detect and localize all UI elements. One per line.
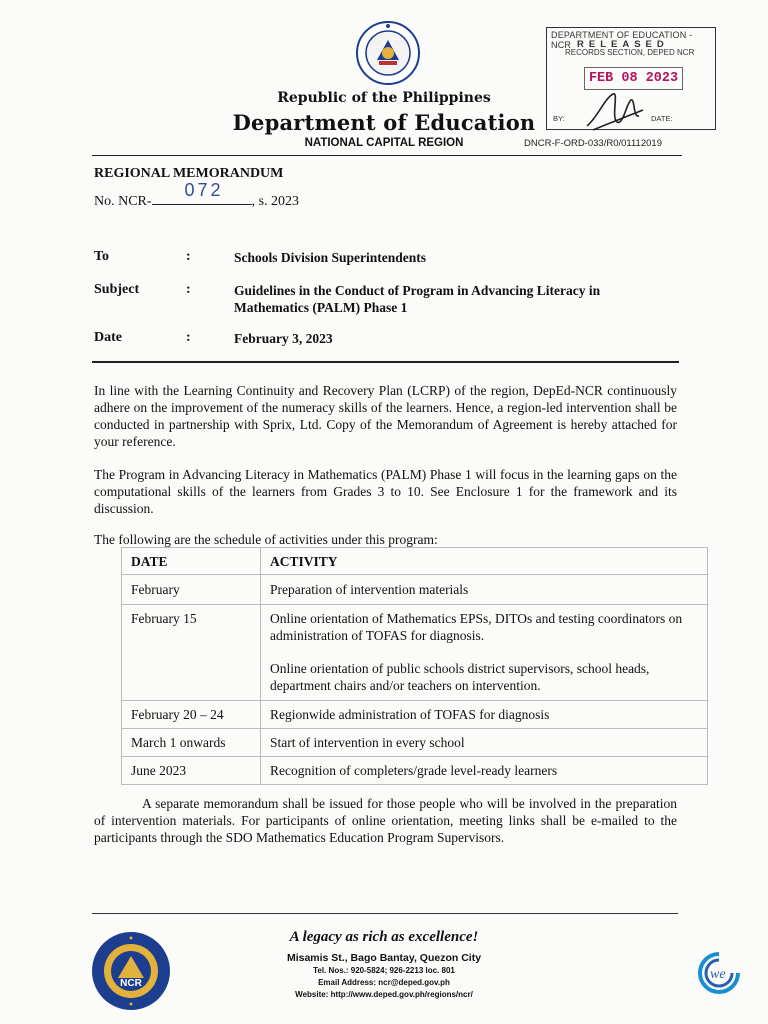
signature-scribble [583, 88, 647, 134]
table-row [122, 605, 708, 701]
date-value: February 3, 2023 [234, 331, 333, 346]
table-row [122, 757, 708, 785]
footer-telephone: Tel. Nos.: 920-5824; 926-2213 loc. 801 [313, 966, 455, 975]
row-activity-cell [261, 605, 708, 701]
paragraph-separate-memo: A separate memorandum shall be issued for those people who will be involved in the preparation of intervention materials. For participants of online orientation, meeting links shall be e-mailed to the participants through the SDO Mathematics Education Program Supervisors. [94, 796, 677, 845]
paragraph-intro: In line with the Learning Continuity and Recovery Plan (LCRP) of the region, DepEd-NCR continuously adhere on the improvement of the numeracy skills of the learners. Hence, a region-led intervention shall be conducted in partnership with Sprix, Ltd. Copy of the Memorandum of Agreement is hereby attached for your reference. [94, 383, 677, 449]
memo-number-prefix: No. NCR- [94, 194, 152, 209]
memo-number [94, 180, 300, 210]
row-activity: Recognition of completers/grade level-ready learners [261, 757, 708, 785]
ncr-seal-label: NCR [120, 978, 142, 989]
stamp-date: FEB 08 2023 [584, 67, 683, 90]
row-date: June 2023 [122, 757, 261, 785]
stamp-section: RECORDS SECTION, DEPED NCR [565, 48, 695, 57]
memo-year: , s. 2023 [251, 194, 300, 209]
row-date: March 1 onwards [122, 729, 261, 757]
fields-divider [92, 361, 679, 363]
form-code: DNCR-F-ORD-033/R0/01112019 [524, 138, 662, 149]
row-date: February [122, 575, 261, 605]
to-label: To [94, 249, 110, 264]
row-activity: Online orientation of Mathematics EPSs, DITOs and testing coordinators on administration of TOFAS for diagnosis. [270, 611, 683, 643]
subject-value: Guidelines in the Conduct of Program in Advancing Literacy in Mathematics (PALM) Phase 1 [234, 283, 601, 315]
column-header-activity: ACTIVITY [261, 548, 708, 575]
date-colon: : [186, 330, 191, 345]
footer-email: Email Address: ncr@deped.gov.ph [318, 978, 450, 987]
row-activity: Start of intervention in every school [261, 729, 708, 757]
date-label: Date [94, 330, 122, 345]
row-date: February 15 [122, 605, 261, 701]
header-divider [92, 155, 682, 156]
footer-tagline: A legacy as rich as excellence! [289, 929, 479, 945]
to-colon: : [186, 249, 191, 264]
stamp-by-label: BY: [553, 114, 565, 123]
column-header-date: DATE [122, 548, 261, 575]
footer-website: Website: http://www.deped.gov.ph/regions/ncr/ [295, 990, 473, 999]
schedule-table [121, 547, 708, 785]
memo-number-handwritten: 072 [184, 180, 224, 200]
table-row [122, 729, 708, 757]
deped-seal-logo [355, 20, 421, 86]
footer-divider [92, 913, 678, 914]
row-activity-secondary: Online orientation of public schools district supervisors, school heads, department chairs and/or teachers on intervention. [270, 661, 650, 693]
svg-text:we: we [710, 967, 726, 982]
paragraph-schedule-intro: The following are the schedule of activities under this program: [94, 532, 438, 547]
footer-address: Misamis St., Bago Bantay, Quezon City [286, 952, 482, 964]
table-header-row [122, 548, 708, 575]
subject-colon: : [186, 282, 191, 297]
memo-title: REGIONAL MEMORANDUM [94, 166, 284, 181]
certification-logo [696, 950, 742, 996]
stamp-office: DEPARTMENT OF EDUCATION - NCR [551, 30, 693, 50]
row-activity: Preparation of intervention materials [261, 575, 708, 605]
republic-heading: Republic of the Philippines [277, 90, 491, 106]
paragraph-focus: The Program in Advancing Literacy in Mathematics (PALM) Phase 1 will focus in the learning gaps on the computational skills of the learners from Grades 3 to 10. See Enclosure 1 for the framework and its discussion. [94, 467, 677, 516]
department-heading: Department of Education [232, 110, 536, 135]
region-heading: NATIONAL CAPITAL REGION [304, 137, 464, 149]
to-value: Schools Division Superintendents [234, 250, 427, 265]
row-date: February 20 – 24 [122, 701, 261, 729]
stamp-released: RELEASED [577, 39, 669, 50]
table-row [122, 575, 708, 605]
subject-label: Subject [94, 282, 140, 297]
row-activity: Regionwide administration of TOFAS for diagnosis [261, 701, 708, 729]
table-row [122, 701, 708, 729]
stamp-date-label: DATE: [651, 114, 673, 123]
released-stamp [546, 27, 716, 130]
